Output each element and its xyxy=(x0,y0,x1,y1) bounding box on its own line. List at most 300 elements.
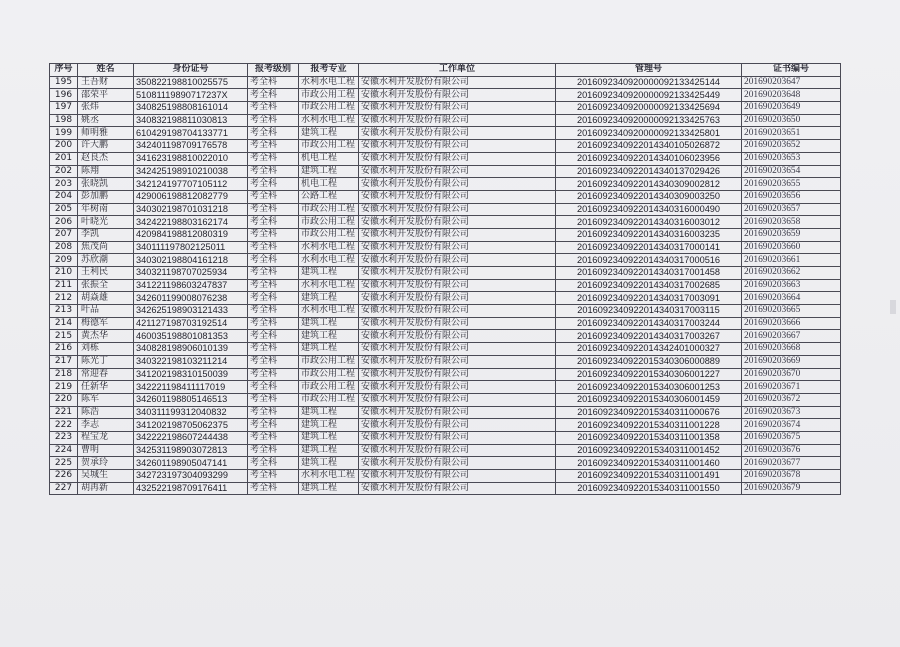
cell-name: 陈光丁 xyxy=(78,355,134,368)
cell-name: 梅德军 xyxy=(78,317,134,330)
cell-id: 341202198705062375 xyxy=(134,419,248,432)
table-row xyxy=(50,203,841,216)
cell-cert: 201690203652 xyxy=(742,140,841,153)
cell-level: 考全科 xyxy=(248,114,299,127)
cell-mgmt: 2016092340922014340137029426 xyxy=(556,165,742,178)
cell-name: 张炜 xyxy=(78,102,134,115)
cell-major: 建筑工程 xyxy=(299,165,359,178)
cell-major: 水利水电工程 xyxy=(299,470,359,483)
cell-mgmt: 2016092340922014340316003012 xyxy=(556,216,742,229)
cell-level: 考全科 xyxy=(248,470,299,483)
cell-name: 陈浩 xyxy=(78,406,134,419)
cell-id: 341202198310150039 xyxy=(134,368,248,381)
cell-unit: 安徽水利开发股份有限公司 xyxy=(359,457,556,470)
cell-level: 考全科 xyxy=(248,444,299,457)
cell-major: 建筑工程 xyxy=(299,406,359,419)
cell-unit: 安徽水利开发股份有限公司 xyxy=(359,114,556,127)
cell-name: 苏欣潮 xyxy=(78,254,134,267)
cell-id: 340825198808161014 xyxy=(134,102,248,115)
cell-mgmt: 2016092340920000092133425694 xyxy=(556,102,742,115)
cell-name: 陈军 xyxy=(78,393,134,406)
header-unit: 工作单位 xyxy=(359,64,556,77)
cell-name: 陈翔 xyxy=(78,165,134,178)
cell-mgmt: 2016092340922015340306001253 xyxy=(556,381,742,394)
cell-unit: 安徽水利开发股份有限公司 xyxy=(359,444,556,457)
cell-id: 340111197802125011 xyxy=(134,241,248,254)
cell-cert: 201690203651 xyxy=(742,127,841,140)
cell-name: 吴城生 xyxy=(78,470,134,483)
cell-id: 340322198103211214 xyxy=(134,355,248,368)
table-row xyxy=(50,190,841,203)
cell-unit: 安徽水利开发股份有限公司 xyxy=(359,165,556,178)
table-row xyxy=(50,431,841,444)
cell-id: 340321198707025934 xyxy=(134,267,248,280)
cell-unit: 安徽水利开发股份有限公司 xyxy=(359,482,556,495)
table-row xyxy=(50,140,841,153)
cell-level: 考全科 xyxy=(248,419,299,432)
cell-unit: 安徽水利开发股份有限公司 xyxy=(359,343,556,356)
cell-cert: 201690203658 xyxy=(742,216,841,229)
cell-mgmt: 2016092340922015340311001358 xyxy=(556,431,742,444)
cell-mgmt: 2016092340922015340311001550 xyxy=(556,482,742,495)
cell-major: 市政公用工程 xyxy=(299,102,359,115)
cell-level: 考全科 xyxy=(248,355,299,368)
cell-seq: 217 xyxy=(50,355,78,368)
cell-unit: 安徽水利开发股份有限公司 xyxy=(359,254,556,267)
cell-major: 市政公用工程 xyxy=(299,203,359,216)
cell-level: 考全科 xyxy=(248,381,299,394)
cell-mgmt: 2016092340922014340316000490 xyxy=(556,203,742,216)
cell-name: 年树南 xyxy=(78,203,134,216)
cell-name: 许大鹏 xyxy=(78,140,134,153)
cell-major: 建筑工程 xyxy=(299,127,359,140)
table-row xyxy=(50,152,841,165)
cell-level: 考全科 xyxy=(248,254,299,267)
cell-name: 张晓凯 xyxy=(78,178,134,191)
table-row xyxy=(50,127,841,140)
cell-unit: 安徽水利开发股份有限公司 xyxy=(359,102,556,115)
cell-id: 342422198803162174 xyxy=(134,216,248,229)
cell-name: 焦茂尚 xyxy=(78,241,134,254)
cell-cert: 201690203673 xyxy=(742,406,841,419)
table-row xyxy=(50,279,841,292)
cell-id: 342221198411117019 xyxy=(134,381,248,394)
cell-major: 建筑工程 xyxy=(299,444,359,457)
cell-unit: 安徽水利开发股份有限公司 xyxy=(359,292,556,305)
cell-level: 考全科 xyxy=(248,482,299,495)
cell-mgmt: 2016092340920000092133425449 xyxy=(556,89,742,102)
cell-id: 429006198812082779 xyxy=(134,190,248,203)
cell-id: 340832198811030813 xyxy=(134,114,248,127)
cell-name: 常迎春 xyxy=(78,368,134,381)
cell-cert: 201690203656 xyxy=(742,190,841,203)
header-seq: 序号 xyxy=(50,64,78,77)
cell-mgmt: 2016092340922014340317001458 xyxy=(556,267,742,280)
cell-id: 340302198804161218 xyxy=(134,254,248,267)
cell-seq: 213 xyxy=(50,305,78,318)
cell-level: 考全科 xyxy=(248,241,299,254)
cell-unit: 安徽水利开发股份有限公司 xyxy=(359,216,556,229)
table-row xyxy=(50,241,841,254)
cell-unit: 安徽水利开发股份有限公司 xyxy=(359,305,556,318)
cell-id: 420984198812080319 xyxy=(134,228,248,241)
table-row xyxy=(50,317,841,330)
cell-major: 水利水电工程 xyxy=(299,279,359,292)
cell-cert: 201690203674 xyxy=(742,419,841,432)
cell-level: 考全科 xyxy=(248,330,299,343)
cell-mgmt: 2016092340922014340317002685 xyxy=(556,279,742,292)
table-row xyxy=(50,267,841,280)
table-row xyxy=(50,406,841,419)
table-row xyxy=(50,228,841,241)
cell-seq: 199 xyxy=(50,127,78,140)
cell-cert: 201690203671 xyxy=(742,381,841,394)
cell-major: 市政公用工程 xyxy=(299,368,359,381)
cell-major: 水利水电工程 xyxy=(299,114,359,127)
cell-major: 建筑工程 xyxy=(299,482,359,495)
cell-seq: 218 xyxy=(50,368,78,381)
cell-major: 水利水电工程 xyxy=(299,76,359,89)
table-header-row xyxy=(50,64,841,77)
table-row xyxy=(50,76,841,89)
cell-unit: 安徽水利开发股份有限公司 xyxy=(359,368,556,381)
cell-unit: 安徽水利开发股份有限公司 xyxy=(359,228,556,241)
table-row xyxy=(50,165,841,178)
cell-seq: 211 xyxy=(50,279,78,292)
cell-cert: 201690203649 xyxy=(742,102,841,115)
cell-seq: 212 xyxy=(50,292,78,305)
cell-level: 考全科 xyxy=(248,457,299,470)
table-row xyxy=(50,114,841,127)
cell-major: 建筑工程 xyxy=(299,267,359,280)
cell-mgmt: 2016092340922015340311000676 xyxy=(556,406,742,419)
cell-unit: 安徽水利开发股份有限公司 xyxy=(359,190,556,203)
cell-major: 建筑工程 xyxy=(299,431,359,444)
page-edge-mark xyxy=(890,300,896,314)
cell-id: 350822198810025575 xyxy=(134,76,248,89)
header-cert: 证书编号 xyxy=(742,64,841,77)
cell-major: 市政公用工程 xyxy=(299,89,359,102)
cell-unit: 安徽水利开发股份有限公司 xyxy=(359,393,556,406)
cell-seq: 198 xyxy=(50,114,78,127)
header-major: 报考专业 xyxy=(299,64,359,77)
cell-mgmt: 2016092340922014340317000141 xyxy=(556,241,742,254)
cell-mgmt: 2016092340922014342401000327 xyxy=(556,343,742,356)
cell-mgmt: 2016092340922014340317003091 xyxy=(556,292,742,305)
cell-seq: 223 xyxy=(50,431,78,444)
table-row xyxy=(50,355,841,368)
table-row xyxy=(50,178,841,191)
cell-seq: 225 xyxy=(50,457,78,470)
cell-mgmt: 2016092340922014340317003115 xyxy=(556,305,742,318)
cell-cert: 201690203677 xyxy=(742,457,841,470)
cell-name: 黄杰华 xyxy=(78,330,134,343)
cell-id: 460035198801081353 xyxy=(134,330,248,343)
table-row xyxy=(50,89,841,102)
cell-cert: 201690203667 xyxy=(742,330,841,343)
cell-id: 51081119890717237X xyxy=(134,89,248,102)
cell-major: 建筑工程 xyxy=(299,419,359,432)
cell-major: 市政公用工程 xyxy=(299,228,359,241)
cell-seq: 204 xyxy=(50,190,78,203)
cell-seq: 205 xyxy=(50,203,78,216)
header-name: 姓名 xyxy=(78,64,134,77)
cell-cert: 201690203657 xyxy=(742,203,841,216)
cell-level: 考全科 xyxy=(248,216,299,229)
cell-id: 342723197304093299 xyxy=(134,470,248,483)
cell-seq: 227 xyxy=(50,482,78,495)
cell-major: 市政公用工程 xyxy=(299,355,359,368)
table-row xyxy=(50,292,841,305)
cell-cert: 201690203662 xyxy=(742,267,841,280)
table-row xyxy=(50,419,841,432)
cell-name: 曹明 xyxy=(78,444,134,457)
header-id: 身份证号 xyxy=(134,64,248,77)
cell-seq: 226 xyxy=(50,470,78,483)
cell-mgmt: 2016092340922015340306000889 xyxy=(556,355,742,368)
cell-major: 建筑工程 xyxy=(299,457,359,470)
cell-mgmt: 2016092340922015340311001460 xyxy=(556,457,742,470)
cell-name: 李凯 xyxy=(78,228,134,241)
cell-unit: 安徽水利开发股份有限公司 xyxy=(359,431,556,444)
cell-name: 胡再新 xyxy=(78,482,134,495)
cell-level: 考全科 xyxy=(248,292,299,305)
cell-name: 程宝龙 xyxy=(78,431,134,444)
cell-name: 叶品 xyxy=(78,305,134,318)
cell-cert: 201690203670 xyxy=(742,368,841,381)
cell-name: 王利民 xyxy=(78,267,134,280)
cell-unit: 安徽水利开发股份有限公司 xyxy=(359,127,556,140)
cell-name: 李志 xyxy=(78,419,134,432)
cell-major: 水利水电工程 xyxy=(299,254,359,267)
cell-name: 胡焱雄 xyxy=(78,292,134,305)
cell-unit: 安徽水利开发股份有限公司 xyxy=(359,241,556,254)
cell-id: 342222198607244438 xyxy=(134,431,248,444)
cell-mgmt: 2016092340920000092133425801 xyxy=(556,127,742,140)
cell-unit: 安徽水利开发股份有限公司 xyxy=(359,406,556,419)
table-row xyxy=(50,368,841,381)
cell-mgmt: 2016092340922014340317000516 xyxy=(556,254,742,267)
cell-seq: 208 xyxy=(50,241,78,254)
cell-unit: 安徽水利开发股份有限公司 xyxy=(359,89,556,102)
cell-major: 机电工程 xyxy=(299,178,359,191)
cell-level: 考全科 xyxy=(248,102,299,115)
cell-cert: 201690203666 xyxy=(742,317,841,330)
cell-level: 考全科 xyxy=(248,368,299,381)
cell-cert: 201690203647 xyxy=(742,76,841,89)
cell-cert: 201690203661 xyxy=(742,254,841,267)
cell-cert: 201690203648 xyxy=(742,89,841,102)
cell-seq: 201 xyxy=(50,152,78,165)
cell-seq: 196 xyxy=(50,89,78,102)
table-row xyxy=(50,102,841,115)
cell-seq: 214 xyxy=(50,317,78,330)
cell-mgmt: 2016092340920000092133425763 xyxy=(556,114,742,127)
cell-unit: 安徽水利开发股份有限公司 xyxy=(359,76,556,89)
cell-seq: 219 xyxy=(50,381,78,394)
table-row xyxy=(50,470,841,483)
cell-level: 考全科 xyxy=(248,127,299,140)
cell-unit: 安徽水利开发股份有限公司 xyxy=(359,470,556,483)
cell-seq: 195 xyxy=(50,76,78,89)
cell-seq: 215 xyxy=(50,330,78,343)
cell-major: 市政公用工程 xyxy=(299,216,359,229)
cell-id: 341623198810022010 xyxy=(134,152,248,165)
cell-mgmt: 2016092340922014340105026872 xyxy=(556,140,742,153)
cell-name: 王吾财 xyxy=(78,76,134,89)
cell-mgmt: 2016092340922015340311001452 xyxy=(556,444,742,457)
cell-level: 考全科 xyxy=(248,267,299,280)
table-row xyxy=(50,343,841,356)
table-row xyxy=(50,305,841,318)
cell-cert: 201690203653 xyxy=(742,152,841,165)
cell-level: 考全科 xyxy=(248,228,299,241)
cell-seq: 209 xyxy=(50,254,78,267)
cell-major: 建筑工程 xyxy=(299,317,359,330)
table-row xyxy=(50,381,841,394)
cell-level: 考全科 xyxy=(248,406,299,419)
cell-cert: 201690203672 xyxy=(742,393,841,406)
cell-level: 考全科 xyxy=(248,178,299,191)
cell-level: 考全科 xyxy=(248,203,299,216)
cell-cert: 201690203659 xyxy=(742,228,841,241)
cell-id: 342625198903121433 xyxy=(134,305,248,318)
cell-cert: 201690203669 xyxy=(742,355,841,368)
cell-cert: 201690203676 xyxy=(742,444,841,457)
cell-name: 彭加鹏 xyxy=(78,190,134,203)
cell-major: 水利水电工程 xyxy=(299,241,359,254)
cell-level: 考全科 xyxy=(248,152,299,165)
cell-unit: 安徽水利开发股份有限公司 xyxy=(359,140,556,153)
cell-id: 342124197707105112 xyxy=(134,178,248,191)
cell-cert: 201690203675 xyxy=(742,431,841,444)
cell-seq: 197 xyxy=(50,102,78,115)
cell-major: 市政公用工程 xyxy=(299,381,359,394)
cell-id: 421127198703192514 xyxy=(134,317,248,330)
cell-level: 考全科 xyxy=(248,305,299,318)
cell-name: 刘栋 xyxy=(78,343,134,356)
cell-cert: 201690203678 xyxy=(742,470,841,483)
cell-mgmt: 2016092340922014340309002812 xyxy=(556,178,742,191)
cell-name: 张振全 xyxy=(78,279,134,292)
roster-table-container xyxy=(49,63,840,495)
cell-cert: 201690203660 xyxy=(742,241,841,254)
cell-id: 342401198709176578 xyxy=(134,140,248,153)
cell-unit: 安徽水利开发股份有限公司 xyxy=(359,267,556,280)
cell-level: 考全科 xyxy=(248,343,299,356)
cell-id: 342601199008076238 xyxy=(134,292,248,305)
cell-unit: 安徽水利开发股份有限公司 xyxy=(359,317,556,330)
cell-major: 市政公用工程 xyxy=(299,393,359,406)
cell-name: 赵良杰 xyxy=(78,152,134,165)
cell-cert: 201690203654 xyxy=(742,165,841,178)
cell-name: 姚丞 xyxy=(78,114,134,127)
cell-seq: 220 xyxy=(50,393,78,406)
table-row xyxy=(50,330,841,343)
cell-mgmt: 2016092340922015340306001227 xyxy=(556,368,742,381)
cell-cert: 201690203679 xyxy=(742,482,841,495)
cell-seq: 207 xyxy=(50,228,78,241)
cell-seq: 221 xyxy=(50,406,78,419)
cell-major: 公路工程 xyxy=(299,190,359,203)
table-row xyxy=(50,457,841,470)
cell-mgmt: 2016092340922014340317003244 xyxy=(556,317,742,330)
header-level: 报考级别 xyxy=(248,64,299,77)
cell-mgmt: 2016092340922015340306001459 xyxy=(556,393,742,406)
cell-id: 342425198910210038 xyxy=(134,165,248,178)
cell-level: 考全科 xyxy=(248,165,299,178)
cell-level: 考全科 xyxy=(248,317,299,330)
cell-id: 340311199312040832 xyxy=(134,406,248,419)
table-row xyxy=(50,393,841,406)
cell-major: 水利水电工程 xyxy=(299,305,359,318)
cell-id: 341221198603247837 xyxy=(134,279,248,292)
cell-seq: 216 xyxy=(50,343,78,356)
table-body xyxy=(50,76,841,495)
cell-level: 考全科 xyxy=(248,279,299,292)
cell-level: 考全科 xyxy=(248,393,299,406)
cell-cert: 201690203663 xyxy=(742,279,841,292)
cell-id: 340828198906010139 xyxy=(134,343,248,356)
cell-cert: 201690203664 xyxy=(742,292,841,305)
cell-level: 考全科 xyxy=(248,76,299,89)
cell-mgmt: 2016092340922014340106023956 xyxy=(556,152,742,165)
cell-id: 432522198709176411 xyxy=(134,482,248,495)
cell-id: 342531198903072813 xyxy=(134,444,248,457)
cell-level: 考全科 xyxy=(248,89,299,102)
cell-name: 任新华 xyxy=(78,381,134,394)
cell-seq: 200 xyxy=(50,140,78,153)
cell-unit: 安徽水利开发股份有限公司 xyxy=(359,355,556,368)
cell-id: 342601198805146513 xyxy=(134,393,248,406)
cell-id: 340302198701031218 xyxy=(134,203,248,216)
cell-seq: 206 xyxy=(50,216,78,229)
cell-seq: 203 xyxy=(50,178,78,191)
cell-major: 市政公用工程 xyxy=(299,140,359,153)
cell-seq: 222 xyxy=(50,419,78,432)
cell-unit: 安徽水利开发股份有限公司 xyxy=(359,279,556,292)
cell-seq: 224 xyxy=(50,444,78,457)
cell-mgmt: 2016092340922014340309003250 xyxy=(556,190,742,203)
cell-unit: 安徽水利开发股份有限公司 xyxy=(359,152,556,165)
table-row xyxy=(50,482,841,495)
cell-cert: 201690203655 xyxy=(742,178,841,191)
cell-major: 建筑工程 xyxy=(299,330,359,343)
table-row xyxy=(50,254,841,267)
cell-mgmt: 2016092340922015340311001228 xyxy=(556,419,742,432)
cell-level: 考全科 xyxy=(248,431,299,444)
cell-name: 邵荣平 xyxy=(78,89,134,102)
cell-name: 叶晓光 xyxy=(78,216,134,229)
cell-major: 机电工程 xyxy=(299,152,359,165)
cell-unit: 安徽水利开发股份有限公司 xyxy=(359,330,556,343)
cell-id: 342601198905047141 xyxy=(134,457,248,470)
cell-unit: 安徽水利开发股份有限公司 xyxy=(359,203,556,216)
cell-mgmt: 2016092340922015340311001491 xyxy=(556,470,742,483)
header-mgmt: 管理号 xyxy=(556,64,742,77)
cell-mgmt: 2016092340922014340317003267 xyxy=(556,330,742,343)
cell-mgmt: 2016092340920000092133425144 xyxy=(556,76,742,89)
cell-cert: 201690203650 xyxy=(742,114,841,127)
cell-unit: 安徽水利开发股份有限公司 xyxy=(359,178,556,191)
roster-table xyxy=(49,63,841,495)
cell-major: 建筑工程 xyxy=(299,292,359,305)
cell-level: 考全科 xyxy=(248,190,299,203)
table-row xyxy=(50,216,841,229)
cell-unit: 安徽水利开发股份有限公司 xyxy=(359,381,556,394)
cell-seq: 202 xyxy=(50,165,78,178)
cell-mgmt: 2016092340922014340316003235 xyxy=(556,228,742,241)
